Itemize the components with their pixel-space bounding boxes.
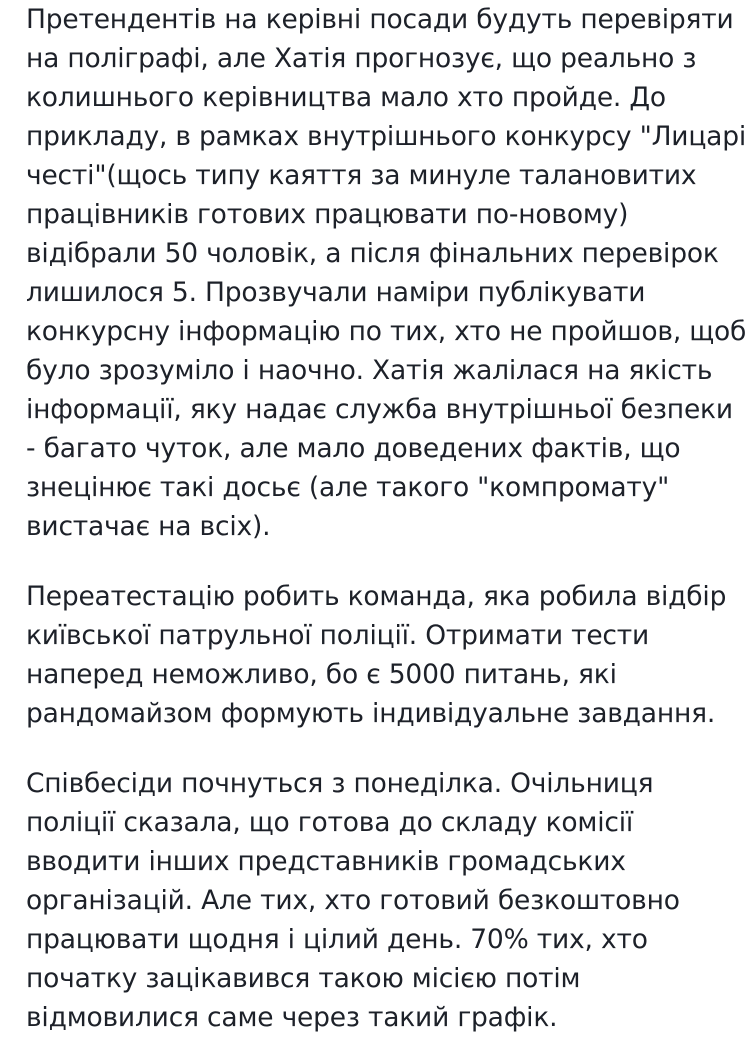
text-line: відібрали 50 чоловік, а після фінальних перевірок: [26, 238, 719, 269]
paragraph-spacer: [26, 733, 746, 764]
text-line: було зрозуміло і наочно. Хатія жалілася на якість: [26, 355, 713, 386]
paragraph-interviews: [26, 764, 746, 1037]
text-line: колишнього керівництва мало хто пройде. До: [26, 82, 666, 113]
text-line: вводити інших представників громадських: [26, 846, 626, 877]
paragraph-recertification: [26, 577, 746, 733]
text-line: поліції сказала, що готова до складу комісії: [26, 807, 634, 838]
text-line: Претендентів на керівні посади будуть перевіряти: [26, 4, 734, 35]
text-line: київської патрульної поліції. Отримати тести: [26, 620, 650, 651]
text-line: прикладу, в рамках внутрішнього конкурсу "Лицарі: [26, 121, 746, 152]
text-line: честі"(щось типу каяття за минуле талановитих: [26, 160, 697, 191]
text-line: Співбесіди почнуться з понеділка. Очільниця: [26, 768, 654, 799]
text-line: на поліграфі, але Хатія прогнозує, що реально з: [26, 43, 697, 74]
text-line: знецінює такі досьє (але такого "компромату": [26, 472, 670, 503]
paragraph-recruitment: [26, 0, 746, 546]
paragraph-spacer: [26, 546, 746, 577]
text-line: працювати щодня і цілий день. 70% тих, хто: [26, 924, 648, 955]
text-line: інформації, яку надає служба внутрішньої безпеки: [26, 394, 733, 425]
text-line: вистачає на всіх).: [26, 511, 271, 542]
text-line: наперед неможливо, бо є 5000 питань, які: [26, 659, 617, 690]
text-line: працівників готових працювати по-новому): [26, 199, 629, 230]
text-line: Переатестацію робить команда, яка робила відбір: [26, 581, 727, 612]
text-line: рандомайзом формують індивідуальне завдання.: [26, 698, 716, 729]
text-line: - багато чуток, але мало доведених фактів, що: [26, 433, 681, 464]
text-line: початку зацікавився такою місією потім: [26, 963, 581, 994]
post-text: [26, 0, 746, 1037]
text-line: відмовилися саме через такий графік.: [26, 1002, 558, 1033]
text-line: лишилося 5. Прозвучали наміри публікувати: [26, 277, 646, 308]
text-line: конкурсну інформацію по тих, хто не пройшов, щоб: [26, 316, 747, 347]
text-line: організацій. Але тих, хто готовий безкоштовно: [26, 885, 680, 916]
